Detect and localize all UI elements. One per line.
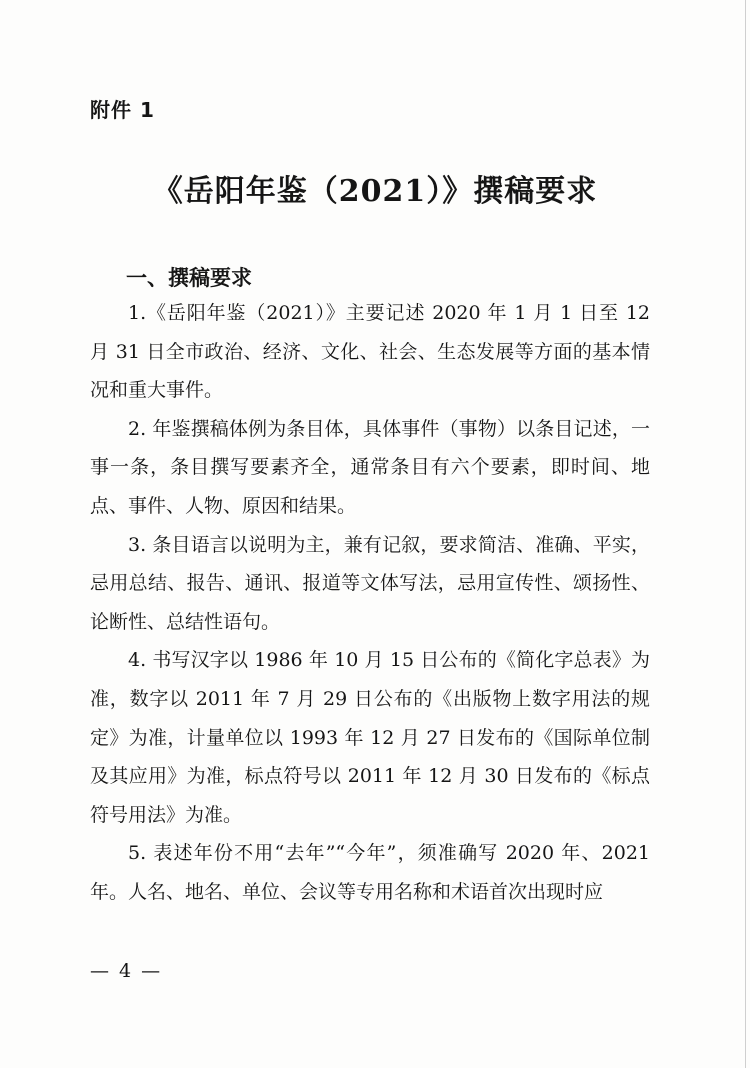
paragraph-1: 1.《岳阳年鉴（2021）》主要记述 2020 年 1 月 1 日至 12 月 31 日全市政治、经济、文化、社会、生态发展等方面的基本情况和重大事件。 xyxy=(90,302,650,402)
paragraph-3: 3. 条目语言以说明为主，兼有记叙，要求简洁、准确、平实，忌用总结、报告、通讯、报道等文体写法，忌用宣传性、颂扬性、论断性、总结性语句。 xyxy=(90,533,650,633)
page-edge-line xyxy=(745,0,746,1068)
body-text xyxy=(90,294,650,912)
paragraph-2: 2. 年鉴撰稿体例为条目体，具体事件（事物）以条目记述，一事一条，条目撰写要素齐全，通常条目有六个要素，即时间、地点、事件、人物、原因和结果。 xyxy=(90,417,650,517)
paragraph-5: 5. 表述年份不用“去年”“今年”，须准确写 2020 年、2021 年。人名、地名、单位、会议等专用名称和术语首次出现时应 xyxy=(90,842,650,903)
attachment-label: 附件 1 xyxy=(90,98,155,122)
section-heading: 一、撰稿要求 xyxy=(126,266,252,290)
page-number: — 4 — xyxy=(90,960,163,982)
document-title: 《岳阳年鉴（2021）》撰稿要求 xyxy=(152,174,598,209)
paragraph-4: 4. 书写汉字以 1986 年 10 月 15 日公布的《简化字总表》为准，数字以 2011 年 7 月 29 日公布的《出版物上数字用法的规定》为准，计量单位以 1993 年 12 月 27 日发布的《国际单位制及其应用》为准，标点符号以 2011 年 12 月 30 日发布的《标点符号用法》为准。 xyxy=(90,649,650,826)
